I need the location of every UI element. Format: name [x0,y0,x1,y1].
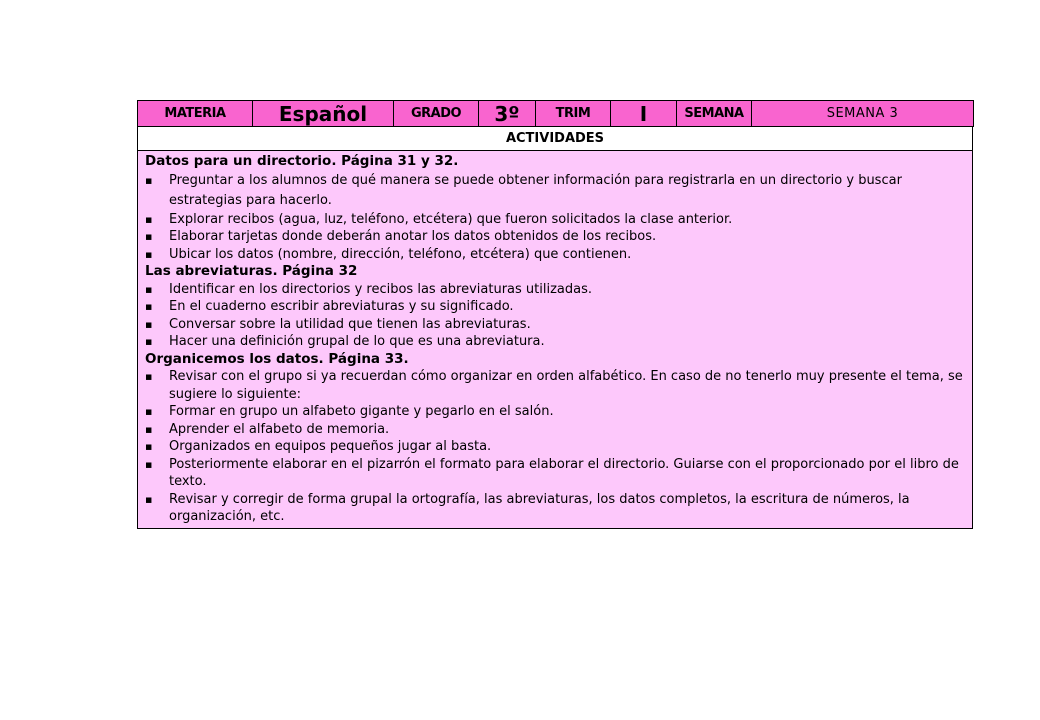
section-title: Organicemos los datos. Página 33. [145,350,409,367]
list-item: ▪ Organizados en equipos pequeños jugar al basta. [145,438,966,456]
list-item: ▪ Identificar en los directorios y recibos las abreviaturas utilizadas. [145,281,966,299]
semana-label: SEMANA [677,101,752,127]
list-item: ▪ Elaborar tarjetas donde deberán anotar los datos obtenidos de los recibos. [145,228,966,246]
list-item: ▪ Aprender el alfabeto de memoria. [145,421,966,439]
semana-value: SEMANA 3 [752,101,974,127]
section-title: Las abreviaturas. Página 32 [145,263,358,279]
list-item: ▪ En el cuaderno escribir abreviaturas y su significado. [145,298,966,316]
materia-label: MATERIA [138,101,253,127]
lesson-plan [137,100,973,529]
materia-value: Español [253,101,394,127]
list-item: ▪ Posteriormente elaborar en el pizarrón el formato para elaborar el directorio. Guiarse con el proporcionado por el libro de texto. [145,456,966,491]
header-table [137,100,974,127]
grado-value: 3º [479,101,536,127]
list-item: ▪ Formar en grupo un alfabeto gigante y pegarlo en el salón. [145,403,966,421]
list-item: ▪ Preguntar a los alumnos de qué manera se puede obtener información para registrarla en un directorio y buscar estrategias para hacerlo. [145,171,966,211]
section-list [145,368,966,526]
list-item: ▪ Ubicar los datos (nombre, dirección, teléfono, etcétera) que contienen. [145,246,966,264]
grado-label: GRADO [394,101,479,127]
actividades-title: ACTIVIDADES [137,127,973,151]
activities-body [137,151,973,529]
section-title: Datos para un directorio. Página 31 y 32. [145,153,459,169]
list-item: ▪ Revisar con el grupo si ya recuerdan cómo organizar en orden alfabético. En caso de no tenerlo muy presente el tema, se sugiere lo siguiente: [145,368,966,403]
list-item: ▪ Explorar recibos (agua, luz, teléfono, etcétera) que fueron solicitados la clase anterior. [145,211,966,229]
trim-value: I [611,101,677,127]
list-item: ▪ Hacer una definición grupal de lo que es una abreviatura. [145,333,966,351]
section-list [145,171,966,264]
section-list [145,281,966,351]
list-item: ▪ Conversar sobre la utilidad que tienen las abreviaturas. [145,316,966,334]
trim-label: TRIM [536,101,611,127]
list-item: ▪ Revisar y corregir de forma grupal la ortografía, las abreviaturas, los datos completos, la escritura de números, la organización, etc. [145,491,966,526]
